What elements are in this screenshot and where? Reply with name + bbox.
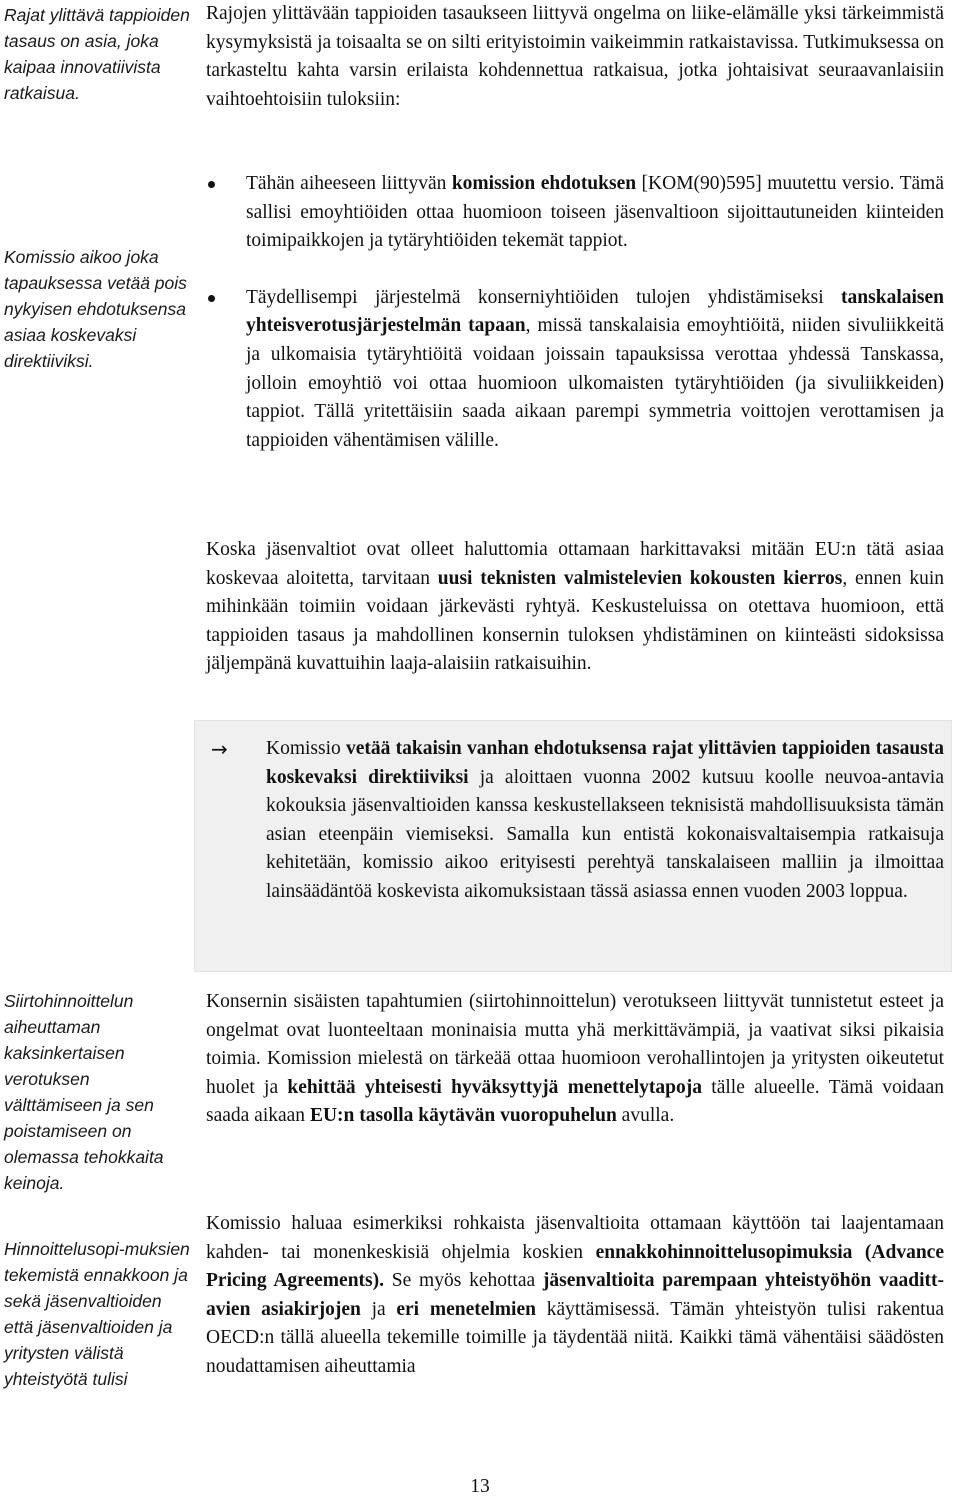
bullet-text-post: [KOM(90)595] muutettu versio. Tämä sallisi emoyhtiöiden ottaa huomioon toiseen jäsenvaltioon sijoittautuneiden kiinteiden toimipaikkojen ja tytäryhtiöiden tekemät tappiot. (246, 173, 944, 252)
action-text-post: ja aloittaen vuonna 2002 kutsuu koolle neuvoa-antavia kokouksia jäsenvaltioiden kanssa keskustellakseen teknisistä mahdollisuuksista tämän asian eteenpäin viemiseksi. Samalla kun entistä kokonaisvaltaisempia ratkaisuja kehitetään, komissio aikoo erityisesti perehtyä tanskalaiseen malliin ja ilmoittaa lainsäädäntöä koskevista aikomuksistaan tässä asiassa ennen vuoden 2003 loppua. (266, 766, 945, 902)
pricing-agreements-text (206, 1210, 944, 1382)
commission-action-box (194, 720, 952, 972)
transfer-bold-1: kehittää yhteisesti hyväksyttyjä menettelytapoja (287, 1076, 702, 1098)
apa-text-1: Komissio haluaa esimerkiksi rohkaista jäsenvaltioita ottamaan käyttöön tai laajentamaan kahden- tai monenkeskisiä ohjelmia koskien (206, 1213, 944, 1263)
intro-text: Rajojen ylittävään tappioiden tasaukseen liittyvä ongelma on liike-elämälle yksi tärkeimmistä kysymyksistä ja toisaalta se on silti erityistoimin vaikeimmin ratkaistavissa. Tutkimuksessa on tarkasteltu kahta varsin erilaista kohdennettua ratkaisua, jotka johtaisivat seuraavanlaisiin vaihtoehtoisiin tuloksiin: (206, 3, 944, 110)
action-text-bold: vetää takaisin vanhan ehdotuksensa rajat ylittävien tappioiden tasausta koskevaksi direktiiviksi (266, 738, 944, 788)
intro-paragraph (206, 0, 944, 114)
action-text-pre: Komissio (266, 738, 347, 759)
margin-note-withdraw-proposal: Komissio aikoo joka tapauksessa vetää pois nykyisen ehdotuksensa asiaa koskevaksi direktiiviksi. (4, 247, 187, 371)
apa-text-4: käyttämisessä. Tämän yhteistyön tulisi rakentua OECD:n tällä alueella tekemille toimille ja täydentää niitä. Kaikki tämä vähentäisi säädösten noudattamisen aiheuttamia (206, 1298, 944, 1377)
meetings-text-pre: Koska jäsenvaltiot ovat olleet haluttomia ottamaan harkittavaksi mitään EU:n tätä asiaa koskevaa aloitetta, tarvitaan (206, 539, 944, 589)
apa-text-2: Se myös kehottaa (384, 1270, 543, 1292)
apa-bold-1: ennakkohinnoittelusopimuksia (Advance Pricing Agreements). (206, 1241, 944, 1292)
meetings-text-bold: uusi teknisten valmistelevien kokousten kierros (437, 567, 843, 589)
bullet-text-pre: Tähän aiheeseen liittyvän (246, 173, 452, 194)
bullet-dot-icon (208, 181, 215, 188)
margin-note-pricing-agreements: Hinnoittelusopi-muksien tekemistä ennakkoon ja sekä jäsenvaltioiden että jäsenvaltioiden ja yritysten välistä yhteistyötä tulisi (4, 1239, 190, 1389)
action-text (266, 735, 944, 907)
bullet-text-pre: Täydellisempi järjestelmä konserniyhtiöiden tulojen yhdistämiseksi (246, 286, 842, 308)
meetings-text-post: , ennen kuin mihinkään toimiin voidaan järkevästi ryhtyä. Keskusteluissa on otettava huomioon, että tappioiden tasaus ja mahdollinen konsernin tuloksen yhdistäminen on kiinteästi sidoksissa jäljempänä kuvattuihin laaja-alaisiin ratkaisuihin. (206, 567, 944, 675)
bullet-item-commission-proposal (206, 170, 944, 256)
pricing-agreements-paragraph (206, 1210, 944, 1382)
margin-note-transfer-pricing: Siirtohinnoittelun aiheuttaman kaksinkertaisen verotuksen välttämiseen ja sen poistamiseen on olemassa tehokkaita keinoja. (4, 991, 164, 1193)
bullet-text-bold: tanskalaisen yhteisverotusjärjestelmän tapaan (246, 286, 944, 337)
margin-note-loss-compensation: Rajat ylittävä tappioiden tasaus on asia, joka kaipaa innovatiivista ratkaisua. (4, 5, 190, 103)
bullet-item-danish-model (206, 284, 944, 456)
solution-bullet-list (206, 170, 944, 455)
apa-text-3: ja (360, 1298, 397, 1320)
transfer-text-1: Konsernin sisäisten tapahtumien (siirtohinnoittelun) verotukseen liittyvät tunnistetut esteet ja ongelmat ovat luonteeltaan moninaisia mutta yhä merkittävämpiä, ja vaativat siksi pikaisia toimia. Komission mielestä on tärkeää ottaa huomioon verohallintojen ja yritysten oikeutetut huolet ja (206, 991, 944, 1098)
bullet-text-bold: komission ehdotuksen (451, 173, 637, 194)
arrow-right-icon: → (211, 737, 228, 761)
bullet-text-post: , missä tanskalaisia emoyhtiöitä, niiden sivuliikkeitä ja ulkomaisia tytäryhtiöitä voidaan joissain tapauksissa verottaa yhdessä Tanskassa, jolloin emoyhtiö voi ottaa huomioon ulkomaisten tytäryhtiöiden (ja sivuliikkeiden) tappiot. Tällä yritettäisiin saada aikaan parempi symmetria voittojen verottamisen ja tappioiden vähentämisen välille. (246, 315, 944, 451)
meetings-text (206, 536, 944, 679)
transfer-text-3: avulla. (616, 1105, 675, 1127)
transfer-bold-2: EU:n tasolla käytävän vuoropuhelun (309, 1105, 617, 1127)
transfer-pricing-paragraph (206, 988, 944, 1131)
apa-bold-3: eri menetelmien (396, 1298, 536, 1320)
transfer-pricing-text (206, 988, 944, 1131)
bullet-dot-icon (208, 295, 215, 302)
transfer-text-2: tälle alueelle. Tämä voidaan saada aikaan (206, 1076, 944, 1127)
page-number: 13 (470, 1476, 490, 1497)
apa-bold-2: jäsenvaltioita parempaan yhteistyöhön vaadittavien asiakirjojen (206, 1270, 944, 1320)
meetings-paragraph (206, 536, 944, 679)
